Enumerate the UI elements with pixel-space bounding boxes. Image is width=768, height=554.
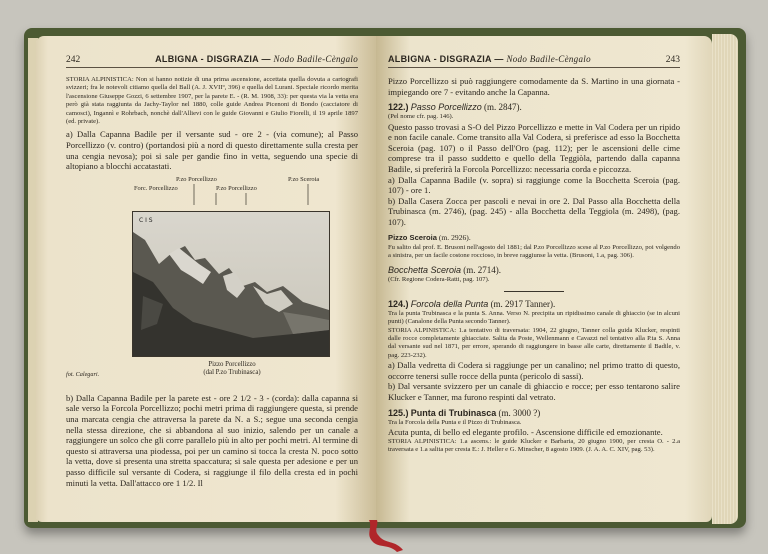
section-122-heading: 122.) Passo Porcellizzo (m. 2847). bbox=[388, 102, 522, 113]
right-page-header bbox=[388, 54, 680, 68]
caption-line-1: Pizzo Porcellizzo bbox=[208, 360, 256, 368]
diagram-label-porcellizzo-top: P.zo Porcellizzo bbox=[176, 175, 217, 183]
route-b-text: b) Dalla Capanna Badile per la parete est - ore 2 1/2 - 3 - (corda): dalla capanna si sale verso la Forcola Porcellizzo; pochi metri prima di raggiungere questa, si prende una marcata cengia che attraversa la parete da N. a S.; segue una seconda cengia nella stessa direzione, che si abbandona al suo inizio, salendo per un canale a raggiungere un solco che gli corre parallelo più in alto per pochi metri. Al termine di questo si attraversa una piodessa, poi per un camino si tocca la cresta N. poco sotto la vetta, dove si presenta una stretta spaccatura; si sale questa per adesione e per un passo difficile sul versante di Codera, si raggiunge il filo della cresta ed in pochi minuti la vetta. Dall'attacco ore 1 1/2. Il bbox=[66, 392, 358, 488]
bocchetta-ref: (Cfr. Regione Codera-Ratti, pag. 107). bbox=[388, 276, 490, 284]
left-page-number: 242 bbox=[66, 55, 81, 65]
caption-line-2: (dal P.zo Trubinasca) bbox=[203, 368, 261, 376]
photo-caption bbox=[106, 361, 358, 377]
bocchetta-heading: Bocchetta Sceroia (m. 2714). bbox=[388, 265, 502, 276]
continuation-text: Pizzo Porcellizzo si può raggiungere comodamente da S. Martino in una giornata - impiegando ore 7 - evitando anche la Capanna. bbox=[388, 76, 680, 97]
section-124-route-a: a) Dalla vedretta di Codera si raggiunge per un canalino; nel primo tratto di questo, occorre tenersi sulle rocce della punta (pericolo di sassi). bbox=[388, 360, 680, 381]
section-124-heading: 124.) Forcola della Punta (m. 2917 Tanner). bbox=[388, 298, 556, 309]
sceroia-heading: Pizzo Sceroia (m. 2926). bbox=[388, 232, 471, 242]
section-122-route-b: b) Dalla Casera Zocca per pascoli e nevai in ore 2. Dal Passo alla Bocchetta della Trubinasca (m. 2746), (pag. 245) - alla Bocchetta della Teggiola (m. 2498), (pag. 107). bbox=[388, 195, 680, 227]
section-divider bbox=[504, 291, 564, 292]
section-124-history: STORIA ALPINISTICA: 1.a tentativo di traversata: 1904, 22 giugno, Tanner colla guida Klucker, respinti dalle rocce completamente ghiacciate. Salita da Poste, Wellenmann e Cavazzi nel tentativo alla P.ta S. Anna dal versante sud nel 1871, per errore, sperando di raggiungere in basse alle carte, direttamente il Badile, v. pag. 223-232). bbox=[388, 326, 680, 359]
photo-credit: fot. Calegari. bbox=[66, 370, 100, 378]
section-124-route-b: b) Dal versante svizzero per un canale di ghiaccio e rocce; per esso tentarono salire Klucker e Tanner, ma furono respinti dal vetrato. bbox=[388, 381, 680, 402]
section-125-intro: Tra la Forcola della Punta e il Pizzo di Trubinasca. bbox=[388, 418, 522, 426]
diagram-lines bbox=[66, 175, 366, 209]
right-page bbox=[376, 36, 712, 522]
section-122-ref: (Pel nome cfr. pag. 146). bbox=[388, 113, 454, 121]
history-note: STORIA ALPINISTICA: Non si hanno notizie di una prima ascensione, accettata quella dovuta a cartografi svizzeri; fra le notevoli citiamo quella del Ball (A. J. XVIIº, 396) e quella del Lurani. Speciale ricordo merita l'ascensione Giuseppe Gozzi, 6 settembre 1907, per la parete E. - (R. M. 1908, 33): per questa via la vetta era però già stata raggiunta da Jachy-Taylor nel 1880, colle guide Andrea Picenoni di Bondo (cacciatore di camosci), Ingannì e Rohrbach, nonchè dall'Allievi con le guide Giovanni e Giulio Fiorelli, il 19 aprile 1897 (ed. private). bbox=[66, 76, 358, 126]
right-page-number: 243 bbox=[665, 55, 680, 65]
svg-text:C I S: C I S bbox=[139, 216, 153, 224]
section-122-text: Questo passo trovasi a S-O del Pizzo Porcellizzo e mette in Val Codera per un ripido e non facile canale. Come transito alla Val Codera, si preferisce ad esso la Bocchetta Sceroia (pag. 107) o il Passo dell'Oro (pag. 112); per le ascensioni delle cime comprese tra il passo suddetto e quello della Teggiòla, partendo dalla capanna Badile, si preferirà la Forcola Porcellizzo: necessaria corda e piccozza. bbox=[388, 121, 680, 174]
left-page-header bbox=[66, 54, 358, 68]
right-page-edges bbox=[712, 34, 738, 524]
ridge-diagram bbox=[66, 175, 358, 209]
diagram-label-forcola: Forc. Porcellizzo bbox=[134, 184, 178, 192]
diagram-label-sceroia: P.zo Sceroia bbox=[288, 175, 320, 183]
section-125-history: STORIA ALPINISTICA: 1.a ascens.: le guide Klucker e Barbaria, 20 giugno 1900, per cresta O. - 2.a traversata e 1.a salita per cresta E.: J. Heller e G. Minscher, 8 agosto 1909. (J. A. A. C. XIV, pag. 53). bbox=[388, 437, 680, 453]
diagram-label-porcellizzo-low: P.zo Porcellizzo bbox=[216, 184, 257, 192]
section-125-text: Acuta punta, di bello ed elegante profilo. - Ascensione difficile ed emozionante. bbox=[388, 426, 663, 437]
sceroia-text: Fu salito dal prof. E. Brusoni nell'agosto del 1881; dal P.zo Porcellizzo scese al P.zo Porcellizzo, poi volgendo a sinistra, per un facile costone roccioso, in breve raggiunse la vetta. (Brusoni, 1.a, pag. 306). bbox=[388, 243, 680, 259]
mountain-photo bbox=[132, 211, 330, 357]
route-a-text: a) Dalla Capanna Badile per il versante sud - ore 2 - (via comune); al Passo Porcellizzo (v. contro) (portandosi più a nord di questo direttamente sulla cresta per una cengia nevosa); poi si sale per gandie fino in vetta, seguendo una specie di altopiano a blocchi accatastati. bbox=[66, 129, 358, 172]
section-125-heading: 125.) Punta di Trubinasca (m. 3000 ?) bbox=[388, 407, 541, 418]
section-124-intro: Tra la punta Trubinasca e la punta S. Anna. Verso N. precipita un ripidissimo canale di ghiaccio (se in alcuni punti) (Canalone della Punta secondo Tanner). bbox=[388, 309, 680, 326]
left-page bbox=[36, 36, 376, 522]
left-running-title: ALBIGNA - DISGRAZIA — Nodo Badile-Cèngalo bbox=[155, 54, 358, 64]
section-122-route-a: a) Dalla Capanna Badile (v. sopra) si raggiunge come la Bocchetta Sceroia (pag. 107) - ore 1. bbox=[388, 174, 680, 196]
ribbon-bookmark bbox=[363, 520, 409, 554]
mountain-photo-image bbox=[133, 212, 329, 356]
right-running-title: ALBIGNA - DISGRAZIA — Nodo Badile-Cèngalo bbox=[388, 54, 591, 64]
